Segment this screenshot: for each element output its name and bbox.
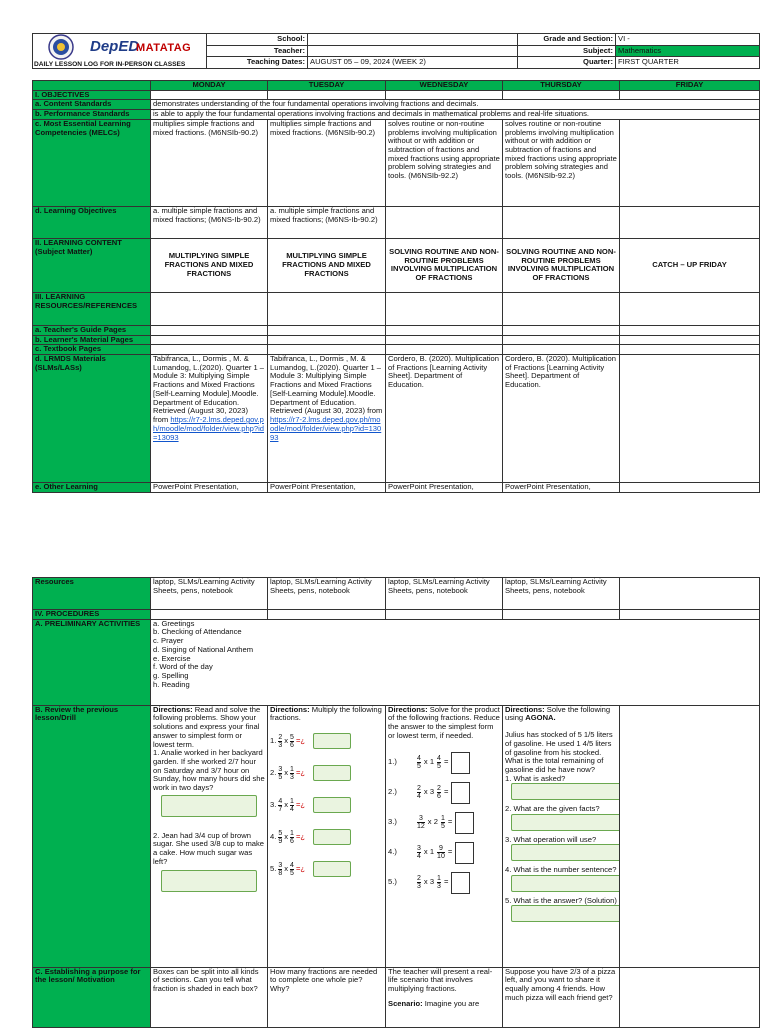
purpose-tuesday: How many fractions are needed to complete one whole pie? Why? [268, 967, 386, 1027]
lo-tuesday: a. multiple simple fractions and mixed fractions; (M6NS-Ib-90.2) [268, 206, 386, 238]
school-label: School: [207, 34, 308, 46]
answer-box[interactable] [161, 795, 257, 817]
lrmds-thursday: Cordero, B. (2020). Multiplication of Fractions [Learning Activity Sheet]. Department of Education. [503, 355, 620, 483]
answer-box[interactable] [313, 861, 351, 877]
grade-value[interactable]: VI - [616, 34, 760, 46]
melc-friday [620, 119, 760, 206]
item-number: 3. [270, 799, 277, 809]
agona-question: 3. What operation will use? [505, 834, 597, 844]
purpose-monday: Boxes can be split into all kinds of sections. Can you tell what fraction is shaded in each box? [151, 967, 268, 1027]
prelim-item: b. Checking of Attendance [153, 627, 242, 637]
other2-tuesday: laptop, SLMs/Learning Activity Sheets, pens, notebook [268, 578, 386, 610]
review-mon-problem-2: 2. Jean had 3/4 cup of brown sugar. She used 3/8 cup to make a cake. How much sugar was left? [153, 830, 265, 866]
melc-thursday: solves routine or non-routine problems involving multiplication without or with addition or subtraction of fractions and mixed fractions using appropriate problem solving strategies and tools. (M6NSIb-92.2) [503, 119, 620, 206]
numerator: 9 [438, 845, 443, 853]
grade-label: Grade and Section: [518, 34, 616, 46]
numerator: 1 [437, 875, 441, 883]
equals-sign: =¿ [295, 767, 306, 777]
fraction [417, 845, 421, 860]
numerator: 1 [290, 765, 294, 773]
item-number: 5.) [388, 877, 397, 887]
item-number: 3.) [388, 817, 397, 827]
answer-box[interactable] [161, 870, 257, 892]
review-tue-text: Multiply the following fractions. [270, 705, 382, 723]
teacher-value[interactable] [308, 45, 518, 57]
review-thu-problem: Julius has stocked of 5 1/5 liters of gasoline. He used 1 4/5 liters of gasoline from his stocked. What is the total remaining of gasoline did he have now? [505, 730, 613, 775]
denominator: 4 [290, 805, 294, 813]
review-mon-dir: Directions: [153, 705, 193, 714]
item-number: 2. [270, 767, 277, 777]
lrmds-monday [151, 355, 268, 483]
fraction [437, 845, 445, 860]
item-number: 2.) [388, 787, 397, 797]
denominator: 6 [290, 741, 294, 749]
content-std-label: a. Content Standards [33, 100, 151, 110]
agona-question: 2. What are the given facts? [505, 804, 600, 814]
tue-exercise-item [270, 729, 383, 753]
day-thursday: THURSDAY [503, 81, 620, 91]
answer-box[interactable] [511, 905, 620, 922]
denominator: 5 [437, 763, 441, 771]
review-mon-problem-1: 1. Analie worked in her backyard garden. If she worked 2/7 hour on Saturday and 3/7 hour on Sunday, how many hours did she work in two days? [153, 748, 265, 793]
wed-exercise-item [388, 841, 500, 865]
numerator: 2 [437, 785, 441, 793]
denominator: 7 [278, 805, 283, 813]
answer-box[interactable] [451, 752, 470, 774]
school-value[interactable] [308, 34, 518, 46]
denominator: 3 [437, 883, 441, 891]
denominator: 6 [437, 793, 441, 801]
prelim-label: A. PRELIMINARY ACTIVITIES [33, 619, 151, 705]
denominator: 6 [290, 837, 294, 845]
review-monday [151, 705, 268, 967]
agona-question: 1. What is asked? [505, 773, 566, 783]
review-thu-dir: Directions: [505, 705, 545, 714]
numerator: 3 [417, 845, 421, 853]
other2-wednesday: laptop, SLMs/Learning Activity Sheets, pens, notebook [386, 578, 503, 610]
scenario-label: Scenario: [388, 998, 423, 1008]
fraction [437, 755, 441, 770]
purpose-label: C. Establishing a purpose for the lesson/ Motivation [33, 967, 151, 1027]
prelim-item: h. Reading [153, 679, 190, 689]
lc-friday: CATCH – UP FRIDAY [620, 238, 760, 292]
lrmds-wednesday: Cordero, B. (2020). Multiplication of Fractions [Learning Activity Sheet]. Department of Education. [386, 355, 503, 483]
lm-label: b. Learner's Material Pages [33, 335, 151, 345]
fraction [437, 875, 441, 890]
answer-box[interactable] [451, 872, 470, 894]
day-friday: FRIDAY [620, 81, 760, 91]
lrmds-label: d. LRMDS Materials (SLMs/LASs) [33, 355, 151, 483]
review-thu-text: Solve the following using [505, 705, 611, 723]
times-whole: x 1 [423, 847, 435, 857]
times-whole: x 3 [423, 787, 435, 797]
agona-question: 4. What is the number sentence? [505, 865, 617, 875]
lo-monday: a. multiple simple fractions and mixed fractions; (M6NS-Ib-90.2) [151, 206, 268, 238]
prelim-item: d. Singing of National Anthem [153, 644, 254, 654]
times-whole: x 1 [423, 757, 435, 767]
review-friday [620, 705, 760, 967]
fraction [290, 734, 294, 749]
equals-sign: = [443, 787, 449, 797]
lr-label: III. LEARNING RESOURCES/REFERENCES [33, 292, 151, 325]
equals-sign: = [443, 877, 449, 887]
numerator: 1 [290, 829, 294, 837]
fraction [290, 830, 294, 845]
purpose-wed-text: The teacher will present a real-life scenario that involves multiplying fractions. [388, 967, 493, 994]
melc-wednesday: solves routine or non-routine problems involving multiplication without or with addition or subtraction of fractions and mixed fractions using appropriate problem solving strategies and tools. (M6NSIb-92.2) [386, 119, 503, 206]
melc-tuesday: multiplies simple fractions and mixed fractions. (M6NSIb-90.2) [268, 119, 386, 206]
other2-thursday: laptop, SLMs/Learning Activity Sheets, pens, notebook [503, 578, 620, 610]
denominator: 4 [417, 793, 421, 801]
lrmds-link-tuesday[interactable]: https://r7-2.lms.deped.gov.ph/moodle/mod/folder/view.php?id=13093 [270, 415, 382, 442]
fraction [417, 875, 421, 890]
equals-sign: =¿ [295, 735, 306, 745]
logo-cell [33, 34, 207, 69]
lc-monday: MULTIPLYING SIMPLE FRACTIONS AND MIXED FRACTIONS [151, 238, 268, 292]
fraction [417, 785, 421, 800]
dates-label: Teaching Dates: [207, 57, 308, 69]
fraction [290, 862, 294, 877]
other-monday: PowerPoint Presentation, [151, 483, 268, 493]
times-whole: x 2 [427, 817, 438, 827]
equals-sign: =¿ [295, 863, 306, 873]
review-thu-agona: AGONA. [525, 713, 556, 723]
numerator: 4 [437, 755, 441, 763]
answer-box[interactable] [511, 875, 620, 892]
teacher-label: Teacher: [207, 45, 308, 57]
other2-friday [620, 578, 760, 610]
wed-exercise-item [388, 871, 500, 895]
fraction [290, 766, 294, 781]
fraction [437, 785, 441, 800]
numerator: 1 [290, 797, 294, 805]
denominator: 9 [278, 837, 283, 845]
denominator: 4 [417, 853, 421, 861]
perf-std: is able to apply the four fundamental operations involving fractions and decimals in mathematical problems and real-life situations. [151, 110, 760, 120]
numerator: 2 [417, 785, 421, 793]
lc-wednesday: SOLVING ROUTINE AND NON-ROUTINE PROBLEMS INVOLVING MULTIPLICATION OF FRACTIONS [386, 238, 503, 292]
prelim-item: f. Word of the day [153, 662, 213, 672]
numerator: 2 [417, 875, 421, 883]
quarter-label: Quarter: [518, 57, 616, 69]
fraction [441, 815, 445, 830]
answer-box[interactable] [455, 842, 474, 864]
review-thursday [503, 705, 620, 967]
fraction [278, 798, 282, 813]
tue-exercise-item [270, 857, 383, 881]
tue-exercise-item [270, 793, 383, 817]
denominator: 10 [437, 853, 445, 861]
wed-exercise-item [388, 811, 500, 835]
denominator: 5 [440, 823, 445, 831]
tg-label: a. Teacher's Guide Pages [33, 325, 151, 335]
prelim-item: g. Spelling [153, 671, 189, 681]
times-whole: x 3 [423, 877, 435, 887]
other-thursday: PowerPoint Presentation, [503, 483, 620, 493]
purpose-thursday: Suppose you have 2/3 of a pizza left, and you want to share it equally among 4 friends. How much pizza will each friend get? [503, 967, 620, 1027]
answer-box[interactable] [511, 814, 620, 831]
review-wednesday [386, 705, 503, 967]
other-friday [620, 483, 760, 493]
fraction [417, 755, 421, 770]
lc-thursday: SOLVING ROUTINE AND NON-ROUTINE PROBLEMS INVOLVING MULTIPLICATION OF FRACTIONS [503, 238, 620, 292]
answer-box[interactable] [511, 783, 620, 800]
numerator: 4 [290, 861, 294, 869]
lrmds-ref-monday: Tabifranca, L., Dormis , M. & Lumandog, L.(2020). Quarter 1 – Module 3: Multiplying Simple Fractions and Mixed Fractions [Self-Learning Module].Moodle. Department of Education. Retrieved (August 30, 2023) from [153, 354, 265, 425]
numerator: 4 [417, 755, 421, 763]
dates-value[interactable]: AUGUST 05 – 09, 2024 (WEEK 2) [308, 57, 518, 69]
prelim-item: a. Greetings [153, 619, 195, 628]
fraction [290, 798, 294, 813]
review-label: B. Review the previous lesson/Drill [33, 705, 151, 967]
review-tue-dir: Directions: [270, 705, 310, 714]
other-tuesday: PowerPoint Presentation, [268, 483, 386, 493]
denominator: 5 [290, 869, 294, 877]
wed-exercise-item [388, 751, 500, 775]
equals-sign: = [447, 847, 453, 857]
answer-box[interactable] [455, 812, 474, 834]
denominator: 8 [278, 869, 283, 877]
melc-label: c. Most Essential Learning Competencies (MELCs) [33, 119, 151, 206]
denominator: 5 [278, 773, 283, 781]
tb-label: c. Textbook Pages [33, 345, 151, 355]
purpose-friday [620, 967, 760, 1027]
review-wed-dir: Directions: [388, 705, 428, 714]
answer-box[interactable] [313, 797, 351, 813]
wed-exercise-item [388, 781, 500, 805]
perf-std-label: b. Performance Standards [33, 110, 151, 120]
answer-box[interactable] [313, 765, 351, 781]
times-sign: x [284, 767, 289, 777]
equals-sign: = [443, 757, 449, 767]
lo-label: d. Learning Objectives [33, 206, 151, 238]
deped-logo-text: DepED [90, 38, 140, 55]
day-tuesday: TUESDAY [268, 81, 386, 91]
fraction [278, 734, 282, 749]
review-wed-text: Solve for the product of the following fractions. Reduce the answer to the simplest form or lowest term, if needed. [388, 705, 500, 740]
times-sign: x [284, 863, 289, 873]
item-number: 5. [270, 863, 277, 873]
tue-exercise-item [270, 825, 383, 849]
other2-monday: laptop, SLMs/Learning Activity Sheets, pens, notebook [151, 578, 268, 610]
corner-cell [33, 81, 151, 91]
numerator: 3 [278, 861, 283, 869]
matatag-text: MATATAG [136, 42, 192, 54]
fraction [278, 862, 282, 877]
denominator: 12 [417, 823, 425, 831]
lc-tuesday: MULTIPLYING SIMPLE FRACTIONS AND MIXED FRACTIONS [268, 238, 386, 292]
other-wednesday: PowerPoint Presentation, [386, 483, 503, 493]
other-label-cont: Resources [33, 578, 151, 610]
lo-friday [620, 206, 760, 238]
lesson-table-page1 [32, 80, 760, 493]
equals-sign: =¿ [295, 799, 306, 809]
review-mon-text: Read and solve the following problems. Show your solutions and express your final answer to simplest form or lowest term. [153, 705, 261, 749]
wed-exercise-list [388, 751, 500, 895]
answer-box[interactable] [313, 829, 351, 845]
lrmds-tuesday [268, 355, 386, 483]
tue-exercise-list [270, 729, 383, 881]
lo-thursday [503, 206, 620, 238]
item-number: 1.) [388, 757, 397, 767]
melc-monday: multiplies simple fractions and mixed fractions. (M6NSIb-90.2) [151, 119, 268, 206]
numerator: 3 [418, 815, 423, 823]
scenario-text: Imagine you are [422, 998, 480, 1008]
day-wednesday: WEDNESDAY [386, 81, 503, 91]
other-label: e. Other Learning [33, 483, 151, 493]
fraction [278, 766, 282, 781]
fraction [417, 815, 425, 830]
prelim-item: c. Prayer [153, 636, 184, 646]
lrmds-link-monday[interactable]: https://r7-2.lms.deped.gov.ph/moodle/mod/folder/view.php?id=13093 [153, 415, 265, 442]
tue-exercise-item [270, 761, 383, 785]
numerator: 3 [278, 765, 283, 773]
prelim-item: e. Exercise [153, 653, 191, 663]
equals-sign: = [447, 817, 453, 827]
numerator: 4 [278, 797, 283, 805]
proc-label: IV. PROCEDURES [33, 610, 151, 620]
lc-label: II. LEARNING CONTENT (Subject Matter) [33, 238, 151, 292]
numerator: 5 [278, 829, 283, 837]
item-number: 4. [270, 831, 277, 841]
prelim-list [151, 619, 760, 705]
day-monday: MONDAY [151, 81, 268, 91]
answer-box[interactable] [451, 782, 470, 804]
subject-value[interactable]: Mathematics [616, 45, 760, 57]
agona-question: 5. What is the answer? (Solution) [505, 895, 617, 905]
lrmds-friday [620, 355, 760, 483]
objectives-label: I. OBJECTIVES [33, 90, 151, 100]
denominator: 3 [278, 741, 283, 749]
answer-box[interactable] [511, 844, 620, 861]
content-std: demonstrates understanding of the four fundamental operations involving fractions and decimals. [151, 100, 760, 110]
item-number: 4.) [388, 847, 397, 857]
lo-wednesday [386, 206, 503, 238]
times-sign: x [284, 831, 289, 841]
purpose-wednesday [386, 967, 503, 1027]
times-sign: x [284, 799, 289, 809]
lesson-table-page2 [32, 577, 760, 1028]
lrmds-ref-tuesday: Tabifranca, L., Dormis , M. & Lumandog, L.(2020). Quarter 1 – Module 3: Multiplying Simple Fractions and Mixed Fractions [Self-Learning Module].Moodle. Department of Education. Retrieved (August 30, 2023) from [270, 354, 383, 416]
answer-box[interactable] [313, 733, 351, 749]
fraction [278, 830, 282, 845]
item-number: 1. [270, 735, 277, 745]
equals-sign: =¿ [295, 831, 306, 841]
denominator: 3 [290, 773, 294, 781]
numerator: 5 [290, 733, 294, 741]
denominator: 5 [417, 763, 421, 771]
numerator: 2 [278, 733, 283, 741]
times-sign: x [284, 735, 289, 745]
subject-label: Subject: [518, 45, 616, 57]
log-title-text: DAILY LESSON LOG FOR IN-PERSON CLASSES [34, 61, 186, 68]
review-tuesday [268, 705, 386, 967]
header-table [32, 33, 760, 69]
denominator: 3 [417, 883, 421, 891]
quarter-value[interactable]: FIRST QUARTER [616, 57, 760, 69]
numerator: 1 [440, 815, 445, 823]
